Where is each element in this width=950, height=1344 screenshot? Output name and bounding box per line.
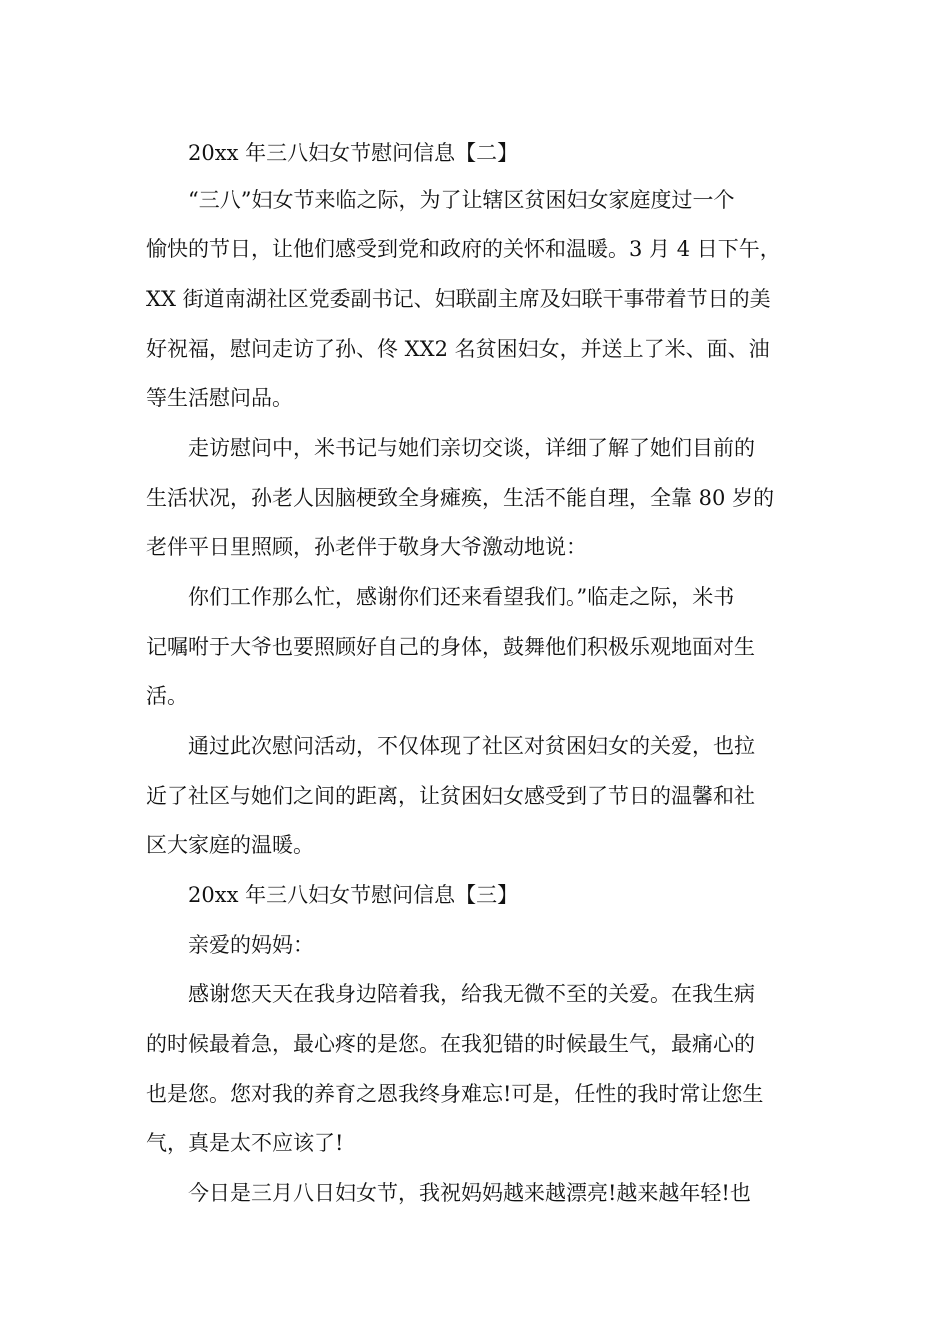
paragraph-line: 生活状况，孙老人因脑梗致全身瘫痪，生活不能自理，全靠 80 岁的 — [146, 486, 775, 510]
paragraph-line: 近了社区与她们之间的距离，让贫困妇女感受到了节日的温馨和社 — [146, 784, 755, 808]
paragraph-line: “三八”妇女节来临之际，为了让辖区贫困妇女家庭度过一个 — [188, 188, 735, 212]
paragraph-line: 感谢您天天在我身边陪着我，给我无微不至的关爱。在我生病 — [188, 982, 755, 1006]
paragraph-line: XX 街道南湖社区党委副书记、妇联副主席及妇联干事带着节日的美 — [146, 287, 771, 311]
paragraph-line: 记嘱咐于大爷也要照顾好自己的身体，鼓舞他们积极乐观地面对生 — [146, 635, 755, 659]
paragraph-line: 走访慰问中，米书记与她们亲切交谈，详细了解了她们目前的 — [188, 436, 755, 460]
salutation: 亲爱的妈妈： — [188, 933, 314, 957]
paragraph-line: 气，真是太不应该了! — [146, 1131, 344, 1155]
paragraph-line: 老伴平日里照顾，孙老伴于敬身大爷激动地说： — [146, 535, 587, 559]
paragraph-line: 区大家庭的温暖。 — [146, 833, 314, 857]
section-heading-3: 20xx 年三八妇女节慰问信息【三】 — [188, 883, 519, 907]
paragraph-line: 等生活慰问品。 — [146, 386, 293, 410]
paragraph-line: 活。 — [146, 684, 188, 708]
paragraph-line: 也是您。您对我的养育之恩我终身难忘!可是，任性的我时常让您生 — [146, 1082, 764, 1106]
section-heading-2: 20xx 年三八妇女节慰问信息【二】 — [188, 141, 519, 165]
paragraph-line: 的时候最着急，最心疼的是您。在我犯错的时候最生气，最痛心的 — [146, 1032, 755, 1056]
paragraph-line: 你们工作那么忙，感谢你们还来看望我们。”临走之际，米书 — [188, 585, 735, 609]
paragraph-line: 今日是三月八日妇女节，我祝妈妈越来越漂亮!越来越年轻!也 — [188, 1181, 751, 1205]
paragraph-line: 好祝福，慰问走访了孙、佟 XX2 名贫困妇女，并送上了米、面、油 — [146, 337, 770, 361]
paragraph-line: 通过此次慰问活动，不仅体现了社区对贫困妇女的关爱，也拉 — [188, 734, 755, 758]
paragraph-line: 愉快的节日，让他们感受到党和政府的关怀和温暖。3 月 4 日下午， — [146, 237, 781, 261]
